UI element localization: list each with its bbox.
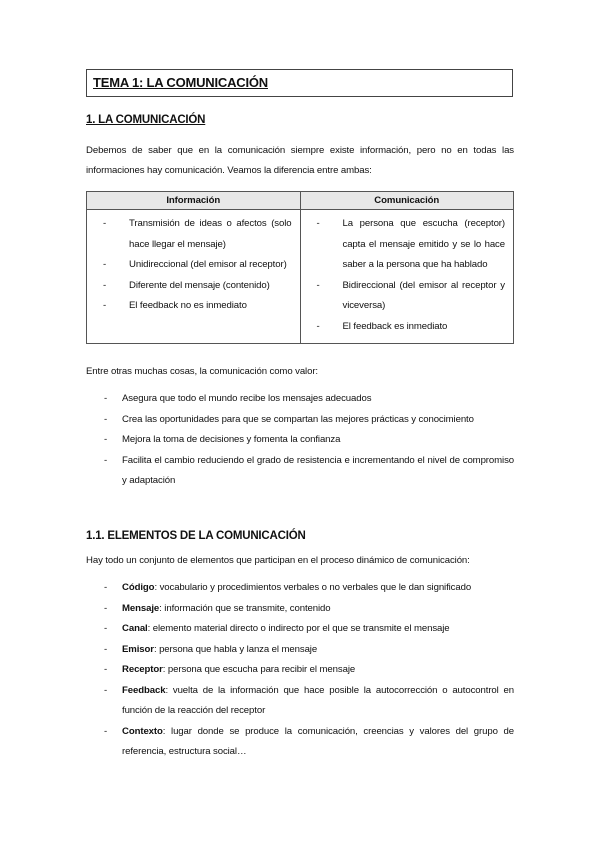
- table-header-row: [87, 192, 514, 210]
- list-item: - Transmisión de ideas o afectos (solo hace llegar el mensaje): [95, 214, 292, 255]
- term-label: Feedback: [122, 684, 166, 696]
- list-item: - Unidireccional (del emisor al receptor): [95, 255, 292, 276]
- list-item: - Facilita el cambio reduciendo el grado de resistencia e incrementando el nivel de compromiso y adaptación: [86, 451, 514, 492]
- term-definition: : elemento material directo o indirecto por el que se transmite el mensaje: [147, 623, 450, 634]
- list-item: - Crea las oportunidades para que se compartan las mejores prácticas y conocimiento: [86, 410, 514, 431]
- term-label: Emisor: [122, 643, 154, 655]
- list-item: - El feedback es inmediato: [309, 317, 506, 338]
- term-definition: : vocabulario y procedimientos verbales o no verbales que le dan significado: [154, 582, 472, 593]
- term-label: Contexto: [122, 725, 163, 737]
- list-item: [86, 578, 514, 599]
- section-intro-paragraph: Debemos de saber que en la comunicación siempre existe información, pero no en todas las informaciones hay comunicación. Veamos la diferencia entre ambas:: [86, 145, 514, 176]
- table-row: [87, 210, 514, 344]
- list-item: - La persona que escucha (receptor) capta el mensaje emitido y se lo hace saber a la persona que ha hablado: [309, 214, 506, 276]
- list-item: - Bidireccional (del emisor al receptor y viceversa): [309, 276, 506, 317]
- list-item: - Diferente del mensaje (contenido): [95, 276, 292, 297]
- document-title: TEMA 1: LA COMUNICACIÓN: [93, 75, 268, 90]
- list-item: [86, 660, 514, 681]
- term-label: Mensaje: [122, 602, 160, 614]
- comunicacion-list: [309, 214, 506, 337]
- title-box: [86, 69, 513, 97]
- informacion-cell: [87, 210, 301, 344]
- list-item: [86, 681, 514, 722]
- list-item: [86, 722, 514, 763]
- term-definition: : vuelta de la información que hace posible la autocorrección o autocontrol en función de la reacción del receptor: [122, 684, 514, 716]
- table-header-comunicacion: Comunicación: [300, 192, 514, 210]
- list-item: [86, 619, 514, 640]
- valor-intro: Entre otras muchas cosas, la comunicación como valor:: [86, 366, 318, 377]
- term-definition: : lugar donde se produce la comunicación, creencias y valores del grupo de referencia, estructura social…: [122, 725, 514, 757]
- elementos-intro: Hay todo un conjunto de elementos que participan en el proceso dinámico de comunicación:: [86, 555, 470, 566]
- list-item: - Mejora la toma de decisiones y fomenta la confianza: [86, 430, 514, 451]
- informacion-list: [95, 214, 292, 317]
- comparison-table: [86, 191, 514, 344]
- term-label: Código: [122, 582, 155, 593]
- term-definition: : información que se transmite, contenido: [159, 602, 331, 614]
- list-item: [86, 599, 514, 620]
- list-item: - Asegura que todo el mundo recibe los mensajes adecuados: [86, 389, 514, 410]
- valor-list: [86, 389, 514, 492]
- section-heading-elementos: 1.1. ELEMENTOS DE LA COMUNICACIÓN: [86, 530, 306, 542]
- list-item: [86, 640, 514, 661]
- term-label: Receptor: [122, 664, 163, 675]
- table-header-informacion: Información: [87, 192, 301, 210]
- list-item: - El feedback no es inmediato: [95, 296, 292, 317]
- elementos-list: [86, 578, 514, 763]
- term-definition: : persona que escucha para recibir el mensaje: [162, 664, 356, 675]
- comunicacion-cell: [300, 210, 514, 344]
- term-definition: : persona que habla y lanza el mensaje: [153, 643, 318, 655]
- term-label: Canal: [122, 623, 148, 634]
- section-heading-comunicacion: 1. LA COMUNICACIÓN: [86, 114, 206, 126]
